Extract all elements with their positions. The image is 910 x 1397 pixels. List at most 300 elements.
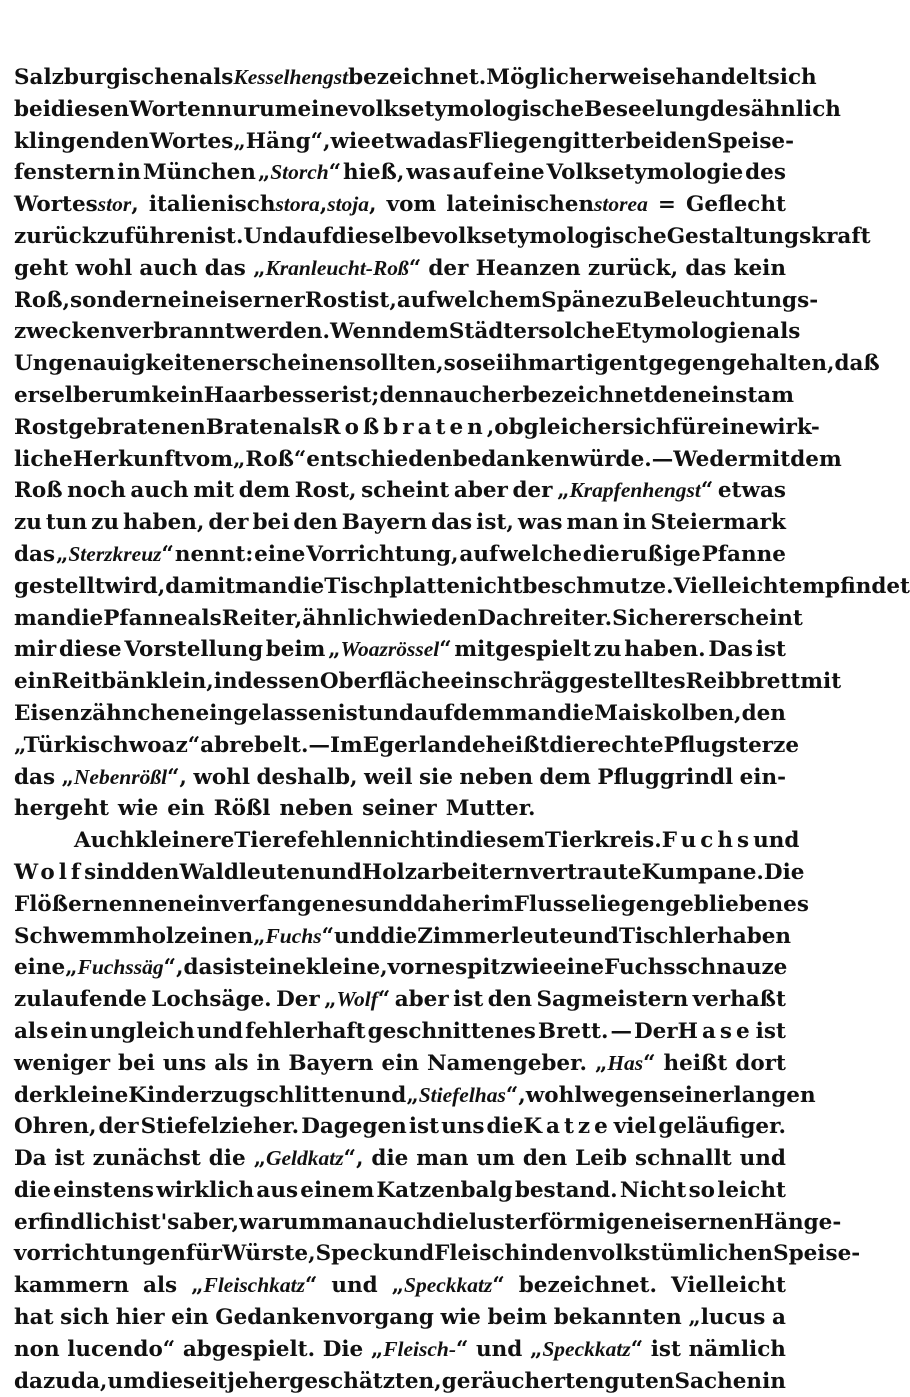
word-group — [324, 984, 390, 1016]
word: geschätzten, — [289, 1368, 442, 1394]
word: „ — [253, 1146, 266, 1172]
text-body — [14, 62, 910, 1397]
word-group — [595, 1048, 656, 1080]
word: als — [187, 605, 222, 631]
word: wird, — [104, 573, 166, 599]
text-line — [14, 444, 842, 476]
word: ein — [167, 287, 206, 313]
word: Herkunft — [72, 446, 184, 472]
word: Wortes — [14, 192, 98, 218]
word: ihm — [504, 351, 551, 377]
word: des — [745, 160, 786, 186]
word: “ — [321, 923, 335, 949]
word: den — [662, 128, 707, 154]
word: noch — [67, 478, 126, 504]
word: gestelltes — [569, 669, 686, 695]
text-line — [14, 634, 786, 666]
word: die — [66, 605, 104, 631]
italic-term: stoja — [327, 192, 370, 217]
word: ein — [381, 1050, 420, 1076]
word: Holzarbeitern — [361, 859, 530, 885]
word: Reitbänklein, — [51, 669, 214, 695]
word: bei — [118, 1050, 155, 1076]
word: und — [196, 1018, 244, 1044]
text-line — [14, 1080, 816, 1112]
word: die — [486, 1114, 524, 1140]
word: hieß, — [343, 160, 405, 186]
word: als — [14, 1018, 49, 1044]
word: aber, — [179, 1209, 240, 1235]
word: vom — [386, 192, 437, 218]
word: man — [416, 1146, 469, 1172]
italic-term: Speckkatz — [542, 1336, 631, 1361]
word: etwa — [370, 128, 427, 154]
word: man — [14, 605, 67, 631]
word: ist — [453, 987, 484, 1013]
word: Leib — [575, 1146, 628, 1172]
word: haben. — [624, 637, 706, 663]
word: mir — [14, 637, 57, 663]
word: und — [387, 1241, 435, 1267]
word: den — [487, 987, 533, 1013]
word: Die — [322, 1336, 364, 1362]
word: „ — [257, 160, 271, 186]
word: und — [367, 700, 415, 726]
word: „ — [594, 1050, 608, 1076]
word: und — [476, 1336, 523, 1362]
word: Rost, — [294, 478, 357, 504]
word: man — [504, 700, 558, 726]
text-line — [14, 475, 786, 507]
word: Nicht — [619, 1177, 687, 1203]
word: “, — [163, 955, 184, 981]
word: in — [622, 510, 647, 536]
word: ist — [54, 1146, 85, 1172]
word: Ohren, — [14, 1114, 97, 1140]
word: man — [235, 573, 288, 599]
word: eiserner — [205, 287, 305, 313]
word: ähnlich — [302, 605, 393, 631]
word: denn — [379, 382, 440, 408]
word: daher — [413, 891, 483, 917]
word: bedanken — [452, 446, 571, 472]
word-group — [14, 189, 139, 221]
word: ist — [408, 1114, 440, 1140]
word: “ — [643, 1050, 656, 1076]
word: welchem — [435, 287, 542, 313]
text-line — [14, 62, 817, 94]
word: der — [98, 1114, 139, 1140]
text-line — [14, 762, 786, 794]
word: ist. — [205, 223, 244, 249]
word: aber — [453, 478, 508, 504]
word: Reiter, — [221, 605, 303, 631]
word: als — [214, 1050, 249, 1076]
word: erfindlich — [14, 1209, 131, 1235]
word: artig — [550, 351, 609, 377]
word: ist — [650, 1336, 681, 1362]
word: der — [208, 510, 249, 536]
word: ist, — [359, 287, 397, 313]
word: den — [544, 1241, 589, 1267]
word: tun — [45, 510, 88, 536]
word: nicht — [459, 573, 523, 599]
word: würde. — [570, 446, 652, 472]
word: Speise- — [706, 128, 795, 154]
word: auf — [292, 223, 332, 249]
word: Beleuchtungs- — [642, 287, 819, 313]
word: auch — [439, 382, 498, 408]
word: kleine — [54, 1082, 129, 1108]
word: vorne — [387, 955, 456, 981]
word: geräucherten — [441, 1368, 605, 1394]
word: ist, — [476, 510, 514, 536]
word: eine — [552, 955, 605, 981]
word: neben — [459, 764, 533, 790]
word: die — [431, 1209, 469, 1235]
word: “, — [167, 764, 187, 790]
word: auf — [452, 160, 492, 186]
word: obgleich — [494, 414, 598, 440]
word: das — [431, 510, 473, 536]
word: wie — [440, 1305, 481, 1331]
word: wie — [330, 128, 371, 154]
word: sich — [622, 414, 672, 440]
word: wie — [392, 605, 433, 631]
word: Maiskolben, — [594, 700, 742, 726]
word: viel — [613, 1114, 657, 1140]
word: fehlerhaft — [245, 1018, 366, 1044]
word: Tiere — [234, 828, 298, 854]
word: was — [517, 510, 563, 536]
word: , — [319, 192, 328, 218]
word: beim — [265, 637, 326, 663]
word: lusterförmigen — [468, 1209, 650, 1235]
word: eine — [297, 96, 349, 122]
word: heißt — [663, 1050, 728, 1076]
italic-term: Wolf — [336, 987, 378, 1012]
word: kleinere — [135, 828, 235, 854]
word: die — [557, 700, 595, 726]
word: als — [142, 1273, 178, 1299]
word: ist's — [130, 1209, 180, 1235]
word: geschnittenes — [367, 1018, 536, 1044]
word: er — [14, 382, 40, 408]
word: man — [321, 1209, 374, 1235]
word: Rost — [304, 287, 360, 313]
word: klingenden — [14, 128, 150, 154]
word: Steiermark — [650, 510, 786, 536]
word: jeher — [227, 1368, 290, 1394]
word: beim — [487, 1305, 548, 1331]
word: zurück, — [587, 255, 679, 281]
word: Haar — [203, 382, 264, 408]
word: ist — [755, 637, 786, 663]
word: und — [360, 1082, 407, 1108]
word-group — [486, 1111, 611, 1143]
word: Stiefelzieher. — [140, 1114, 300, 1140]
word: Ungenauigkeiten — [14, 351, 222, 377]
word: leicht — [717, 1177, 786, 1203]
document-page — [14, 62, 910, 1397]
word: wohl — [193, 764, 251, 790]
word: lucendo“ — [67, 1336, 176, 1362]
word: auf — [414, 700, 454, 726]
word: Bayern — [288, 1050, 374, 1076]
word-group — [392, 1270, 505, 1302]
text-line — [14, 1207, 842, 1239]
word: gestellt — [14, 573, 105, 599]
italic-term: stor — [97, 192, 132, 217]
word: Dachreiter. — [477, 605, 613, 631]
word: Tischler — [618, 923, 718, 949]
text-line — [14, 1302, 786, 1334]
word: der — [14, 1082, 55, 1108]
word: Im — [329, 732, 363, 758]
word: Schwemmholz — [14, 923, 187, 949]
word: Städter — [448, 319, 539, 345]
word: zu — [14, 510, 42, 536]
word: rußige — [620, 541, 701, 567]
word: „ — [65, 955, 78, 981]
text-line — [14, 253, 786, 285]
word: kleine, — [305, 955, 388, 981]
word: den — [653, 382, 698, 408]
text-line — [14, 380, 794, 412]
word: werden. — [234, 319, 331, 345]
word: Sachen — [674, 1368, 763, 1394]
word: einstens — [53, 1177, 155, 1203]
text-line — [14, 412, 820, 444]
word: Roß — [14, 478, 63, 504]
text-line — [14, 921, 792, 953]
word-group — [258, 157, 341, 189]
text-line — [14, 603, 803, 635]
word: so — [688, 1177, 716, 1203]
word: und — [753, 828, 800, 854]
word: geht — [14, 255, 69, 281]
word: entgegengehalten, — [608, 351, 835, 377]
word: geläufiger. — [658, 1114, 786, 1140]
word: Volksetymologie — [546, 160, 744, 186]
word: Mutter. — [445, 796, 536, 822]
word: Vielleicht — [670, 1273, 786, 1299]
word: ungleich — [89, 1018, 195, 1044]
word: damit — [165, 573, 236, 599]
text-line — [14, 857, 805, 889]
word: den — [293, 510, 338, 536]
italic-term: Nebenrößl — [73, 764, 168, 789]
word: dazu — [14, 1368, 71, 1394]
word: einen — [186, 923, 254, 949]
word: in — [213, 669, 238, 695]
word: selber — [39, 382, 114, 408]
word: Sagmeistern — [536, 987, 689, 1013]
text-line — [14, 1175, 786, 1207]
word: um — [259, 96, 298, 122]
word: dort — [735, 1050, 786, 1076]
word: man — [566, 510, 619, 536]
word: Namengeber. — [427, 1050, 587, 1076]
text-line — [14, 984, 786, 1016]
word: ein — [167, 796, 205, 822]
word: um — [476, 1146, 515, 1172]
word: Oberfläche — [319, 669, 451, 695]
word: “ — [700, 478, 714, 504]
text-line — [14, 1111, 786, 1143]
word: uns — [441, 1114, 485, 1140]
word: den — [135, 859, 180, 885]
word: Der — [633, 1018, 678, 1044]
word: diese — [58, 637, 122, 663]
word: verfangenes — [220, 891, 367, 917]
word: scheint — [714, 605, 803, 631]
word-group — [530, 1334, 643, 1366]
word: „ — [324, 987, 337, 1013]
word: da, — [70, 1368, 108, 1394]
word: München — [142, 160, 256, 186]
word: wie — [512, 955, 553, 981]
italic-term: Fleischkatz — [203, 1273, 306, 1298]
word: mit — [749, 446, 791, 472]
word: seiner — [658, 1082, 734, 1108]
word: wohl — [525, 1082, 583, 1108]
italic-term: Storch — [270, 160, 329, 185]
word: entschieden — [306, 446, 453, 472]
word: Vorstellung — [124, 637, 264, 663]
word: Salzburgischen — [14, 65, 200, 90]
word: haben — [717, 923, 792, 949]
word: Hänge- — [753, 1209, 842, 1235]
word: Pfanne — [701, 541, 786, 567]
text-line — [14, 825, 800, 857]
word: einst — [697, 382, 758, 408]
word: Weder — [673, 446, 750, 472]
word: empfindet — [788, 573, 910, 599]
word: die — [380, 923, 418, 949]
word: weniger — [14, 1050, 111, 1076]
word: Vielleicht — [673, 573, 789, 599]
text-line — [14, 730, 800, 762]
text-line — [14, 793, 786, 825]
italic-term: Kesselhengst — [233, 65, 349, 89]
word: und — [366, 891, 414, 917]
word-group — [328, 634, 452, 666]
italic-term: Woazrössel — [340, 637, 440, 662]
word: schnallt — [635, 1146, 732, 1172]
word: fehlen — [297, 828, 374, 854]
word: hier — [115, 1305, 165, 1331]
word: die — [582, 541, 620, 567]
word: italienisch — [148, 192, 276, 218]
text-line — [14, 1016, 786, 1048]
word: dem — [453, 700, 505, 726]
text-line — [14, 1334, 786, 1366]
word: zwecken — [14, 319, 116, 345]
word: die — [14, 1177, 51, 1203]
spaced-term: Wolf — [14, 859, 85, 885]
italic-term: Geldkatz — [265, 1146, 344, 1171]
word: daß — [834, 351, 880, 377]
spaced-term: Roßbraten — [322, 414, 487, 440]
word-group — [199, 62, 348, 94]
word: nur — [216, 96, 260, 122]
word: kein — [733, 255, 786, 281]
word: dem — [539, 764, 591, 790]
word: sich — [767, 65, 817, 90]
word: Pflugsterze — [663, 732, 800, 758]
word: in — [520, 1241, 545, 1267]
word: Möglicherweise — [486, 65, 676, 90]
word: dessen — [237, 669, 320, 695]
word: bekannten — [553, 1305, 682, 1331]
word: für — [185, 1241, 223, 1267]
word: ist; — [341, 382, 380, 408]
word: sollten, — [354, 351, 444, 377]
word: Waldleuten — [179, 859, 316, 885]
word: zu — [593, 637, 622, 663]
word: „ — [406, 1082, 419, 1108]
word: “ — [161, 541, 174, 567]
word: eine — [254, 541, 306, 567]
text-line — [14, 221, 871, 253]
word: hergeht — [14, 796, 109, 822]
italic-term: stora — [275, 192, 320, 217]
word: „ — [557, 478, 570, 504]
word: “ — [305, 1273, 318, 1299]
word: beschmutze. — [522, 573, 674, 599]
word: bei — [14, 96, 51, 122]
word: als — [766, 319, 801, 345]
text-line — [14, 1366, 786, 1397]
word: dem — [790, 446, 842, 472]
word-group — [56, 539, 174, 571]
word: besser — [263, 382, 342, 408]
word: Vorrichtung, — [306, 541, 459, 567]
word: das — [685, 255, 727, 281]
word: „ — [328, 637, 341, 663]
text-line — [14, 316, 801, 348]
word: nennen — [93, 891, 184, 917]
word: rechte — [586, 732, 664, 758]
word: volksetymologische — [348, 96, 585, 122]
word: zunächst — [92, 1146, 201, 1172]
word: Speck — [315, 1241, 388, 1267]
word: verbrannt — [115, 319, 235, 345]
word: Auch — [74, 828, 136, 854]
word: Zimmerleute — [417, 923, 573, 949]
word: diesem — [459, 828, 545, 854]
word: „Häng“, — [233, 128, 331, 154]
word: sondern — [70, 287, 168, 313]
word: ein- — [739, 764, 786, 790]
word: Pfluggrindl — [597, 764, 734, 790]
word: Flößer — [14, 891, 94, 917]
word: vom — [183, 446, 234, 472]
word: — — [308, 732, 330, 758]
word: wirklich — [156, 1177, 255, 1203]
word: er — [497, 382, 523, 408]
word: neben — [279, 796, 354, 822]
word: im — [482, 891, 514, 917]
word: sich — [60, 1305, 110, 1331]
word: in — [117, 160, 141, 186]
word: Und — [243, 223, 293, 249]
word: eine — [254, 955, 306, 981]
text-line — [14, 157, 786, 189]
word: gebratenen — [68, 414, 206, 440]
word: Würste, — [222, 1241, 316, 1267]
